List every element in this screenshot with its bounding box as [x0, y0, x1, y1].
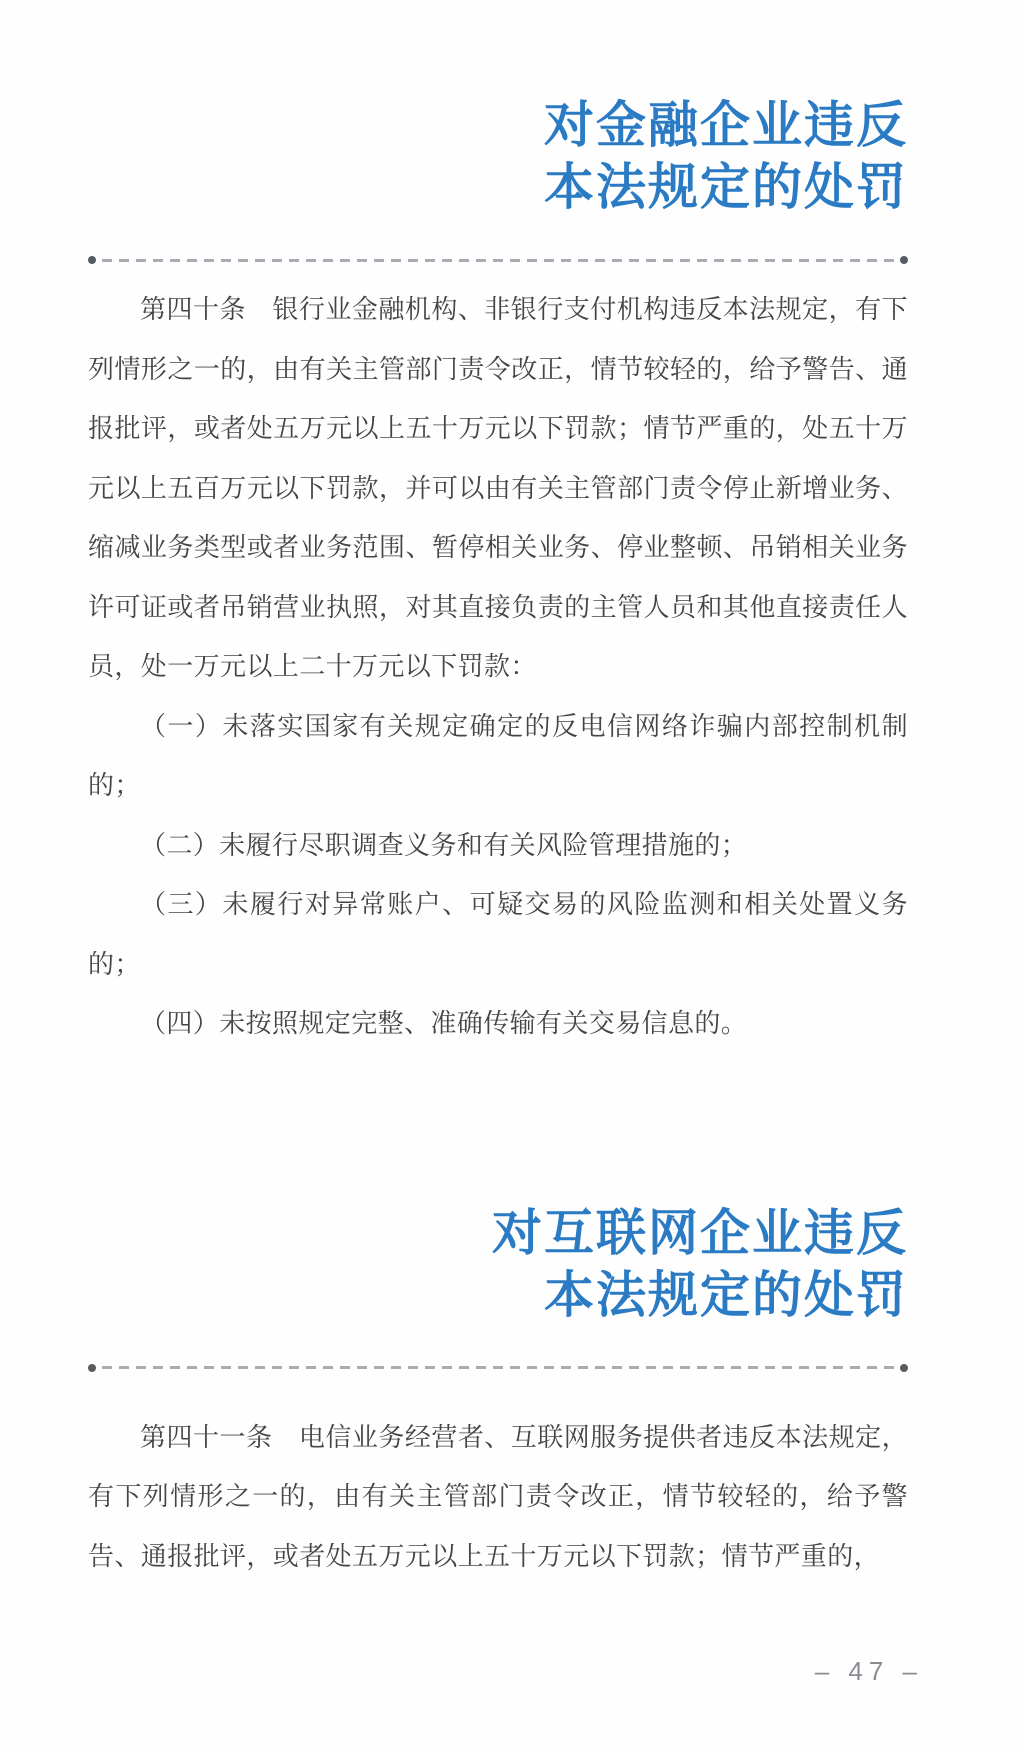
article-40-item-2: （二）未履行尽职调查义务和有关风险管理措施的；: [140, 829, 748, 860]
heading-finance-penalties: [88, 94, 908, 218]
divider-dashes: [102, 259, 894, 262]
article-40-item-3: （三）未履行对异常账户、可疑交易的风险监测和相关处置义务的；: [88, 889, 908, 979]
article-40-item-4: （四）未按照规定完整、准确传输有关交易信息的。: [140, 1008, 748, 1038]
divider-dot-right: [900, 256, 908, 264]
section-internet-penalties: [88, 1202, 908, 1587]
article-40-item-1: （一）未落实国家有关规定确定的反电信网络诈骗内部控制机制的；: [88, 710, 908, 800]
dashed-divider: [88, 256, 908, 264]
page-number: – 47 –: [814, 1656, 923, 1686]
heading-line-1: 对互联网企业违反: [492, 1204, 908, 1261]
divider-dot-left: [88, 256, 96, 264]
dashed-divider: [88, 1364, 908, 1372]
heading-line-1: 对金融企业违反: [544, 97, 908, 153]
page-content: [88, 94, 923, 1686]
heading-line-2: 本法规定的处罚: [544, 159, 908, 215]
divider-dot-left: [88, 1364, 96, 1372]
article-40-body: [88, 280, 908, 1054]
paragraph-article-40: 第四十条 银行业金融机构、非银行支付机构违反本法规定，有下列情形之一的，由有关主管部门责令改正，情节较轻的，给予警告、通报批评，或者处五万元以上五十万元以下罚款；情节严重的，处五十万元以上五百万元以下罚款，并可以由有关主管部门责令停止新增业务、缩减业务类型或者业务范围、暂停相关业务、停业整顿、吊销相关业务许可证或者吊销营业执照，对其直接负责的主管人员和其他直接责任人员，处一万元以上二十万元以下罚款：: [88, 294, 908, 681]
divider-dashes: [102, 1366, 894, 1369]
section-finance-penalties: [88, 94, 908, 1054]
paragraph-article-41: 第四十一条 电信业务经营者、互联网服务提供者违反本法规定，有下列情形之一的，由有关主管部门责令改正，情节较轻的，给予警告、通报批评，或者处五万元以上五十万元以下罚款；情节严重的，: [88, 1421, 908, 1571]
article-41-body: [88, 1408, 908, 1587]
divider-dot-right: [900, 1364, 908, 1372]
heading-internet-penalties: [88, 1202, 908, 1326]
page-footer: [88, 1656, 923, 1686]
heading-line-2: 本法规定的处罚: [544, 1266, 908, 1323]
